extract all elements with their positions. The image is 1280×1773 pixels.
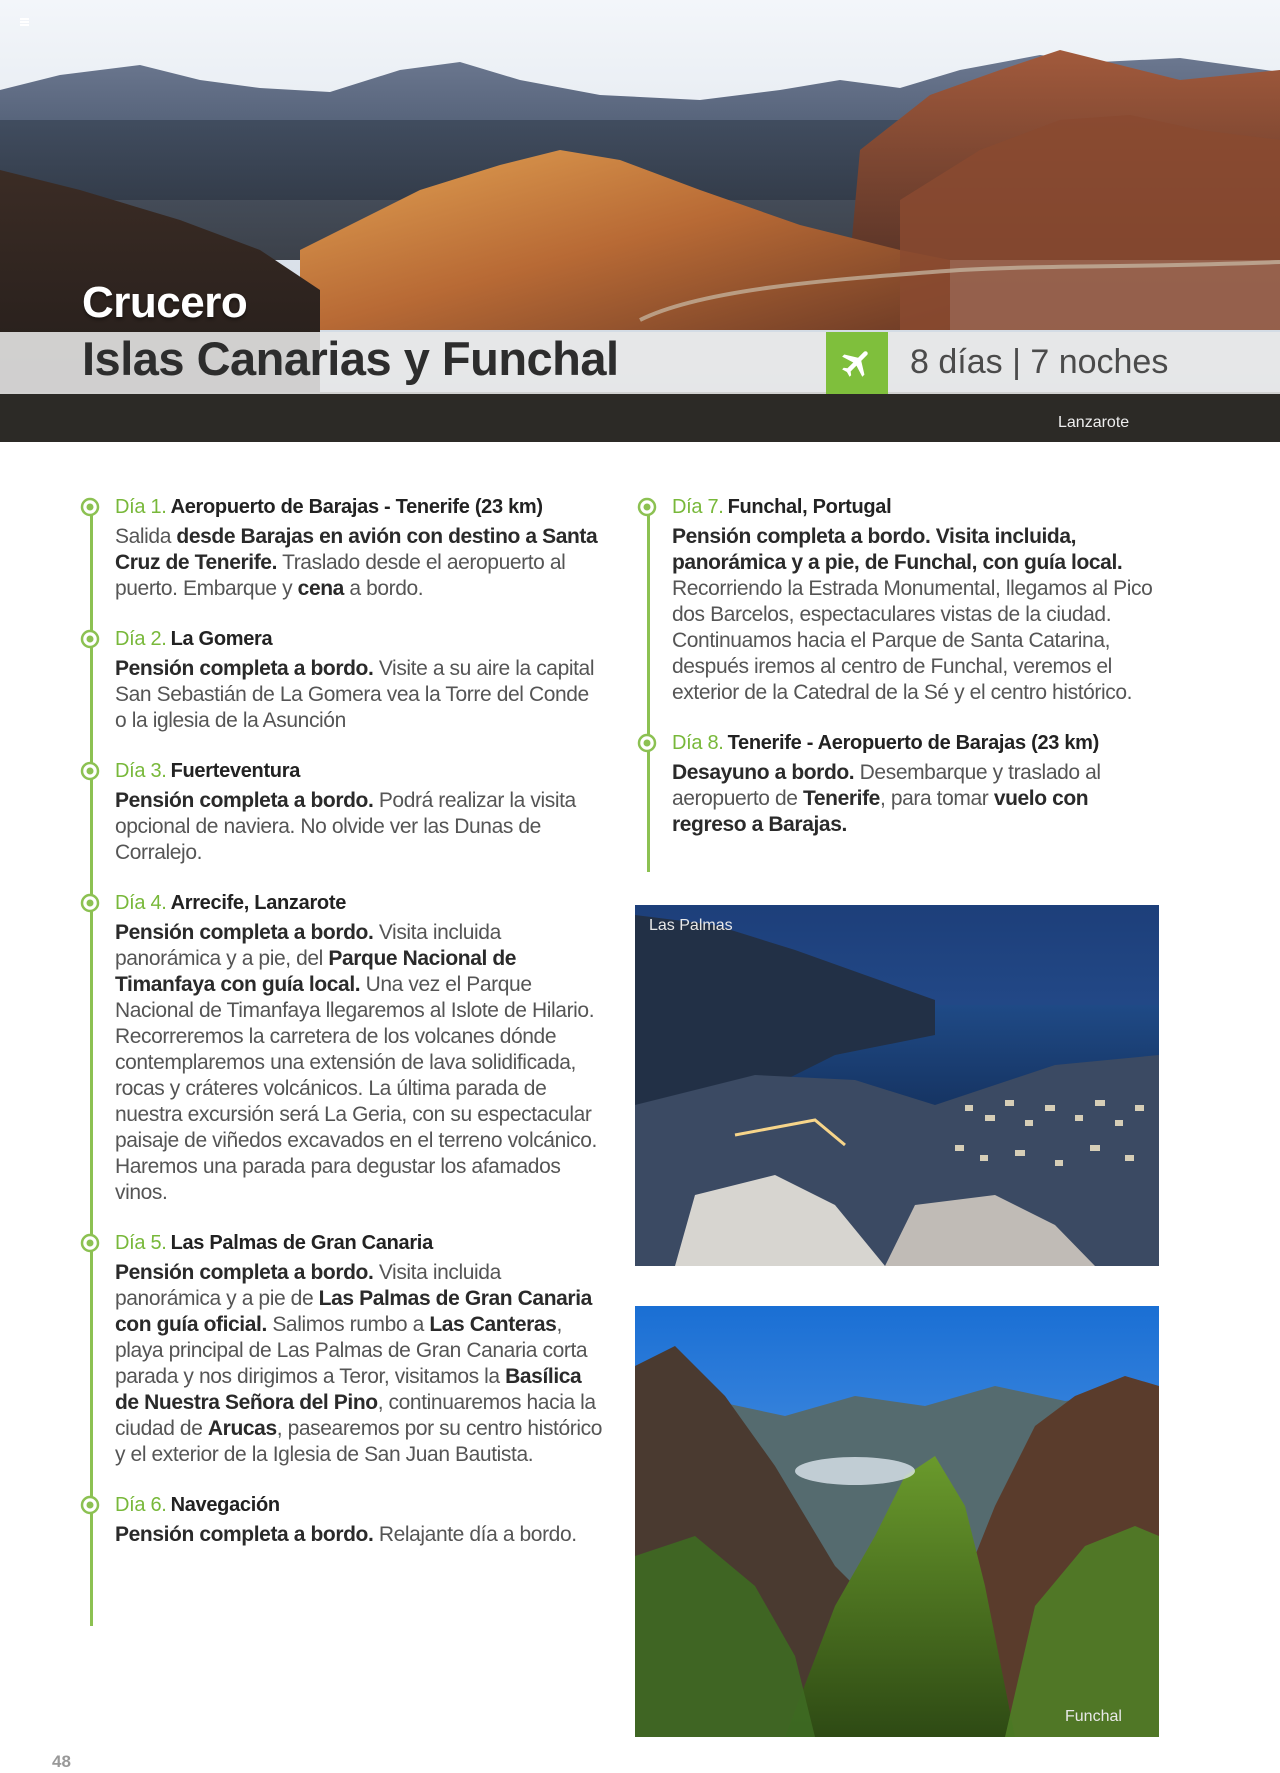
hero-photo-caption: Lanzarote <box>1058 414 1130 431</box>
day-heading: Día 1. Aeropuerto de Barajas - Tenerife (23 km) <box>115 496 543 518</box>
day-heading: Día 3. Fuerteventura <box>115 760 301 782</box>
day-description: Salida desde Barajas en avión con destino a Santa Cruz de Tenerife. Traslado desde el aeropuerto al puerto. Embarque y cena a bordo. <box>115 525 598 600</box>
day-item <box>80 890 604 1206</box>
itinerary-right-column <box>637 494 1161 838</box>
day-description: Pensión completa a bordo. Visita incluida panorámica y a pie, del Parque Nacional de Timanfaya con guía local. Una vez el Parque Nacional de Timanfaya llegaremos al Islote de Hilario. Recorreremos la carretera de los volcanes dónde contemplaremos una extensión de lava solidificada, rocas y cráteres volcánicos. La última parada de nuestra excursión será La Geria, con su espectacular paisaje de viñedos excavados en el terreno volcánico. Haremos una parada para degustar los afamados vinos. <box>115 921 597 1204</box>
timeline-bullet-icon <box>80 1495 100 1515</box>
timeline-bullet-icon <box>80 761 100 781</box>
day-item <box>637 494 1161 706</box>
timeline-bullet-icon <box>80 893 100 913</box>
menu-icon[interactable] <box>20 18 29 26</box>
hero-title-crucero: Crucero <box>82 278 248 327</box>
timeline-bullet-icon <box>637 497 657 517</box>
page-number: 48 <box>52 1752 71 1771</box>
hero-title-route: Islas Canarias y Funchal <box>82 332 619 385</box>
day-item <box>80 494 604 602</box>
day-description: Pensión completa a bordo. Visite a su aire la capital San Sebastián de La Gomera vea la Torre del Conde o la iglesia de la Asunción <box>115 657 595 732</box>
las-palmas-photo <box>635 905 1159 1266</box>
las-palmas-harbor-image <box>635 905 1159 1266</box>
timeline-bullet-icon <box>80 1233 100 1253</box>
plane-icon <box>839 345 875 381</box>
day-heading: Día 8. Tenerife - Aeropuerto de Barajas (23 km) <box>672 732 1100 754</box>
day-heading: Día 7. Funchal, Portugal <box>672 496 892 518</box>
trip-duration: 8 días | 7 noches <box>910 343 1169 381</box>
day-heading: Día 2. La Gomera <box>115 628 273 650</box>
day-description: Desayuno a bordo. Desembarque y traslado al aeropuerto de Tenerife, para tomar vuelo con regreso a Barajas. <box>672 761 1101 836</box>
day-item <box>637 730 1161 838</box>
day-heading: Día 6. Navegación <box>115 1494 280 1516</box>
las-palmas-caption: Las Palmas <box>649 917 733 934</box>
funchal-caption: Funchal <box>1065 1708 1122 1725</box>
day-heading: Día 5. Las Palmas de Gran Canaria <box>115 1232 433 1254</box>
plane-badge <box>826 332 888 394</box>
day-item <box>80 758 604 866</box>
timeline-bullet-icon <box>80 497 100 517</box>
day-description: Pensión completa a bordo. Visita incluida, panorámica y a pie, de Funchal, con guía local. Recorriendo la Estrada Monumental, llegamos al Pico dos Barcelos, espectaculares vistas de la ciudad. Continuamos hacia el Parque de Santa Catarina, después iremos al centro de Funchal, veremos el exterior de la Catedral de la Sé y el centro histórico. <box>672 525 1153 704</box>
itinerary-left-column <box>80 494 604 1548</box>
day-item <box>80 1230 604 1468</box>
madeira-mountains-image <box>635 1306 1159 1737</box>
funchal-photo <box>635 1306 1159 1737</box>
day-item <box>80 626 604 734</box>
timeline-bullet-icon <box>637 733 657 753</box>
hero-banner <box>0 0 1280 442</box>
day-heading: Día 4. Arrecife, Lanzarote <box>115 892 347 914</box>
day-description: Pensión completa a bordo. Visita incluida panorámica y a pie de Las Palmas de Gran Canaria con guía oficial. Salimos rumbo a Las Canteras, playa principal de Las Palmas de Gran Canaria corta parada y nos dirigimos a Teror, visitamos la Basílica de Nuestra Señora del Pino, continuaremos hacia la ciudad de Arucas, pasearemos por su centro histórico y el exterior de la Iglesia de San Juan Bautista. <box>115 1261 602 1466</box>
day-item <box>80 1492 604 1548</box>
day-description: Pensión completa a bordo. Relajante día a bordo. <box>115 1523 577 1546</box>
timeline-bullet-icon <box>80 629 100 649</box>
day-description: Pensión completa a bordo. Podrá realizar la visita opcional de naviera. No olvide ver las Dunas de Corralejo. <box>115 789 576 864</box>
